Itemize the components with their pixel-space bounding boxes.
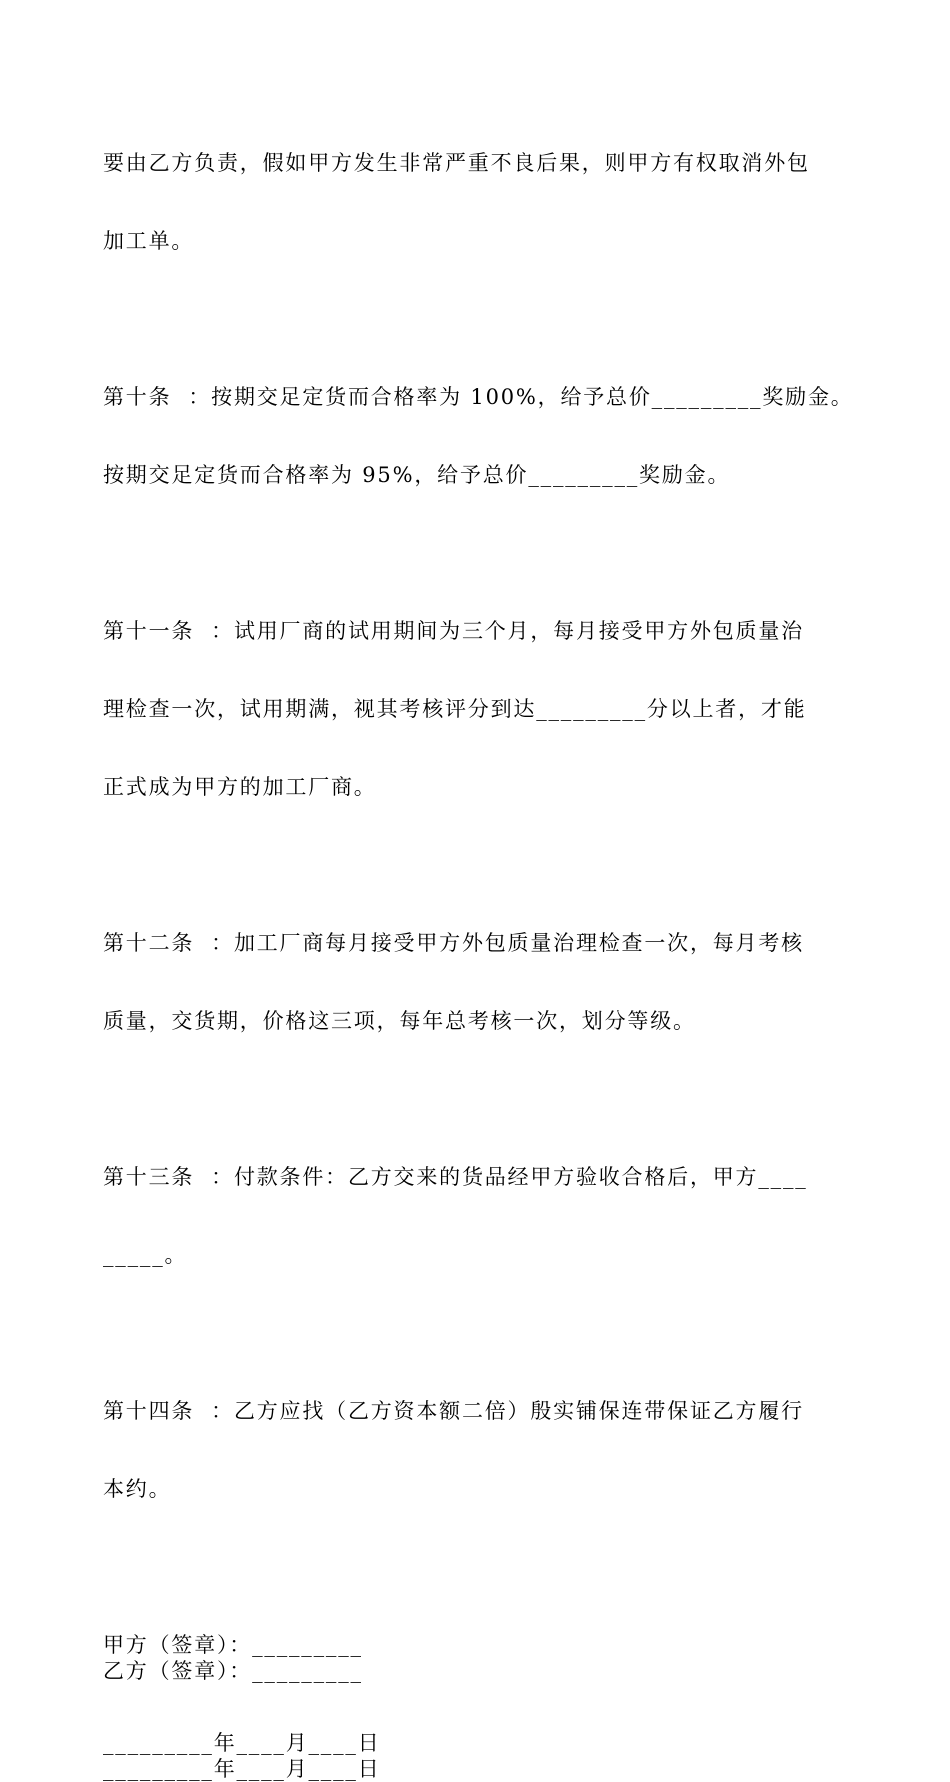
article-14: [103, 1346, 863, 1554]
text-line: 要由乙方负责，假如甲方发生非常严重不良后果，则甲方有权取消外包: [103, 151, 810, 175]
text-line: 本约。: [103, 1477, 172, 1501]
text-line: _____。: [103, 1243, 188, 1267]
text-line: 加工单。: [103, 229, 195, 253]
text-line: 质量，交货期，价格这三项，每年总考核一次，划分等级。: [103, 1009, 696, 1033]
paragraph-continuation: [103, 98, 863, 306]
text-line: 理检查一次，试用期满，视其考核评分到达_________分以上者，才能: [103, 697, 807, 721]
text-line: 按期交足定货而合格率为 95%，给予总价_________奖励金。: [103, 463, 731, 487]
date-block: [103, 1730, 863, 1782]
text-line: 第十条 ：按期交足定货而合格率为 100%，给予总价_________奖励金。: [103, 385, 854, 409]
party-a-signature: 甲方（签章）：_________: [103, 1633, 363, 1657]
article-11: [103, 566, 863, 852]
article-13: [103, 1112, 863, 1320]
article-12: [103, 878, 863, 1086]
signature-block: [103, 1632, 863, 1684]
text-line: 第十三条 ：付款条件：乙方交来的货品经甲方验收合格后，甲方____: [103, 1165, 808, 1189]
document-body: [103, 98, 863, 1782]
text-line: 第十二条 ：加工厂商每月接受甲方外包质量治理检查一次，每月考核: [103, 931, 804, 955]
date-line-a: _________年____月____日: [103, 1731, 381, 1755]
date-line-b: _________年____月____日: [103, 1757, 381, 1781]
text-line: 第十一条 ：试用厂商的试用期间为三个月，每月接受甲方外包质量治: [103, 619, 804, 643]
text-line: 正式成为甲方的加工厂商。: [103, 775, 377, 799]
text-line: 第十四条 ：乙方应找（乙方资本额二倍）殷实铺保连带保证乙方履行: [103, 1399, 804, 1423]
party-b-signature: 乙方（签章）：_________: [103, 1659, 363, 1683]
article-10: [103, 332, 863, 540]
